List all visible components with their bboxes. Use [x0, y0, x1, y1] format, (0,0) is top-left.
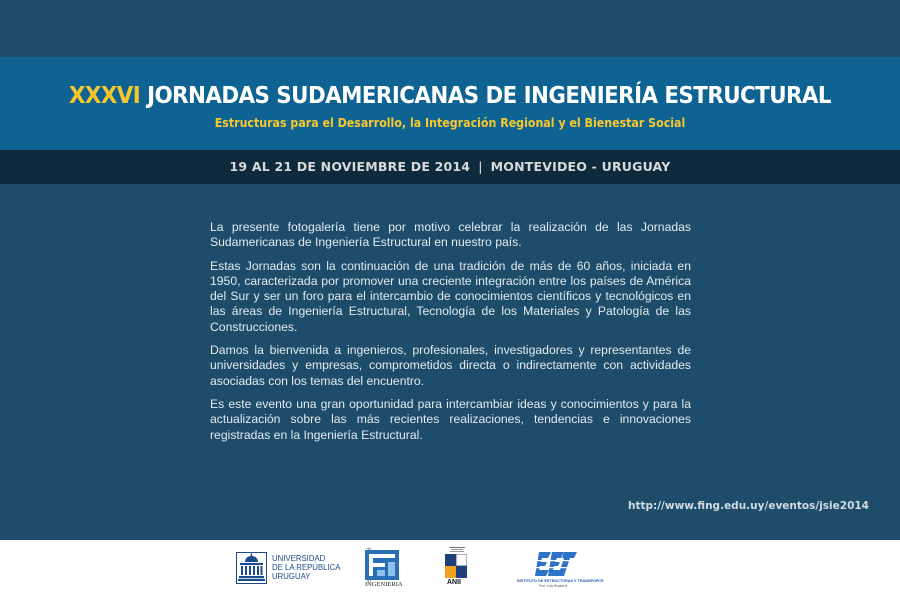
- edition-number: XXXVI: [68, 83, 141, 109]
- intro-text: [210, 220, 691, 451]
- anii-label: ANII: [447, 579, 461, 586]
- date-banner: [0, 150, 900, 184]
- date-location-line: [0, 150, 900, 184]
- udelar-line-3: URUGUAY: [272, 572, 311, 581]
- fing-logo[interactable]: [359, 548, 403, 590]
- intro-paragraph: Damos la bienvenida a ingenieros, profesionales, investigadores y representantes de universidades y empresas, comprometidos directa o indirectamente con actividades asociadas con los temas del encuentro.: [210, 343, 691, 388]
- udelar-name: [272, 554, 340, 581]
- anii-logo[interactable]: [445, 546, 471, 590]
- iet-sublabel: Prof. Julio Ricaldoni: [539, 584, 568, 588]
- udelar-logo[interactable]: [236, 551, 341, 585]
- event-url-link[interactable]: http://www.fing.edu.uy/eventos/jsie2014: [627, 500, 869, 512]
- date-separator: |: [478, 159, 483, 174]
- intro-paragraph: La presente fotogalería tiene por motivo celebrar la realización de las Jornadas Sudamericanas de Ingeniería Estructural en nuestro país.: [210, 220, 691, 250]
- anii-header-graphic: [445, 546, 469, 553]
- udelar-line-2: DE LA REPÚBLICA: [272, 563, 341, 572]
- iet-logo[interactable]: [517, 550, 604, 590]
- event-title-text: JORNADAS SUDAMERICANAS DE INGENIERÍA ESTRUCTURAL: [147, 83, 832, 109]
- event-title: [32, 83, 869, 109]
- sponsor-logos-bar: [0, 540, 900, 592]
- intro-paragraph: Es este evento una gran oportunidad para intercambiar ideas y conocimientos y para la actualización sobre las más recientes realizaciones, tendencias e innovaciones registradas en la Ingeniería Estructural.: [210, 396, 691, 442]
- event-location: MONTEVIDEO - URUGUAY: [490, 159, 671, 174]
- top-band: [0, 0, 900, 57]
- fing-label: INGENIERIA: [365, 581, 403, 588]
- iet-label: INSTITUTO DE ESTRUCTURAS Y TRANSPORTE: [517, 579, 604, 583]
- fing-logo-icon: [365, 550, 399, 580]
- title-banner: [0, 57, 900, 150]
- iet-logo-icon: [535, 550, 577, 578]
- intro-paragraph: Estas Jornadas son la continuación de una tradición de más de 60 años, iniciada en 1950, caracterizada por promover una creciente integración entre los países de América del Sur y ser un foro para el intercambio de conocimientos científicos y tecnológicos en las áreas de Ingeniería Estructural, Tecnología de los Materiales y Patología de las Construcciones.: [210, 258, 691, 334]
- anii-logo-icon: [445, 554, 467, 578]
- event-subtitle: Estructuras para el Desarrollo, la Integración Regional y el Bienestar Social: [214, 116, 686, 130]
- event-dates: 19 AL 21 DE NOVIEMBRE DE 2014: [229, 159, 471, 174]
- university-building-icon: [236, 552, 267, 584]
- udelar-line-1: UNIVERSIDAD: [272, 554, 326, 563]
